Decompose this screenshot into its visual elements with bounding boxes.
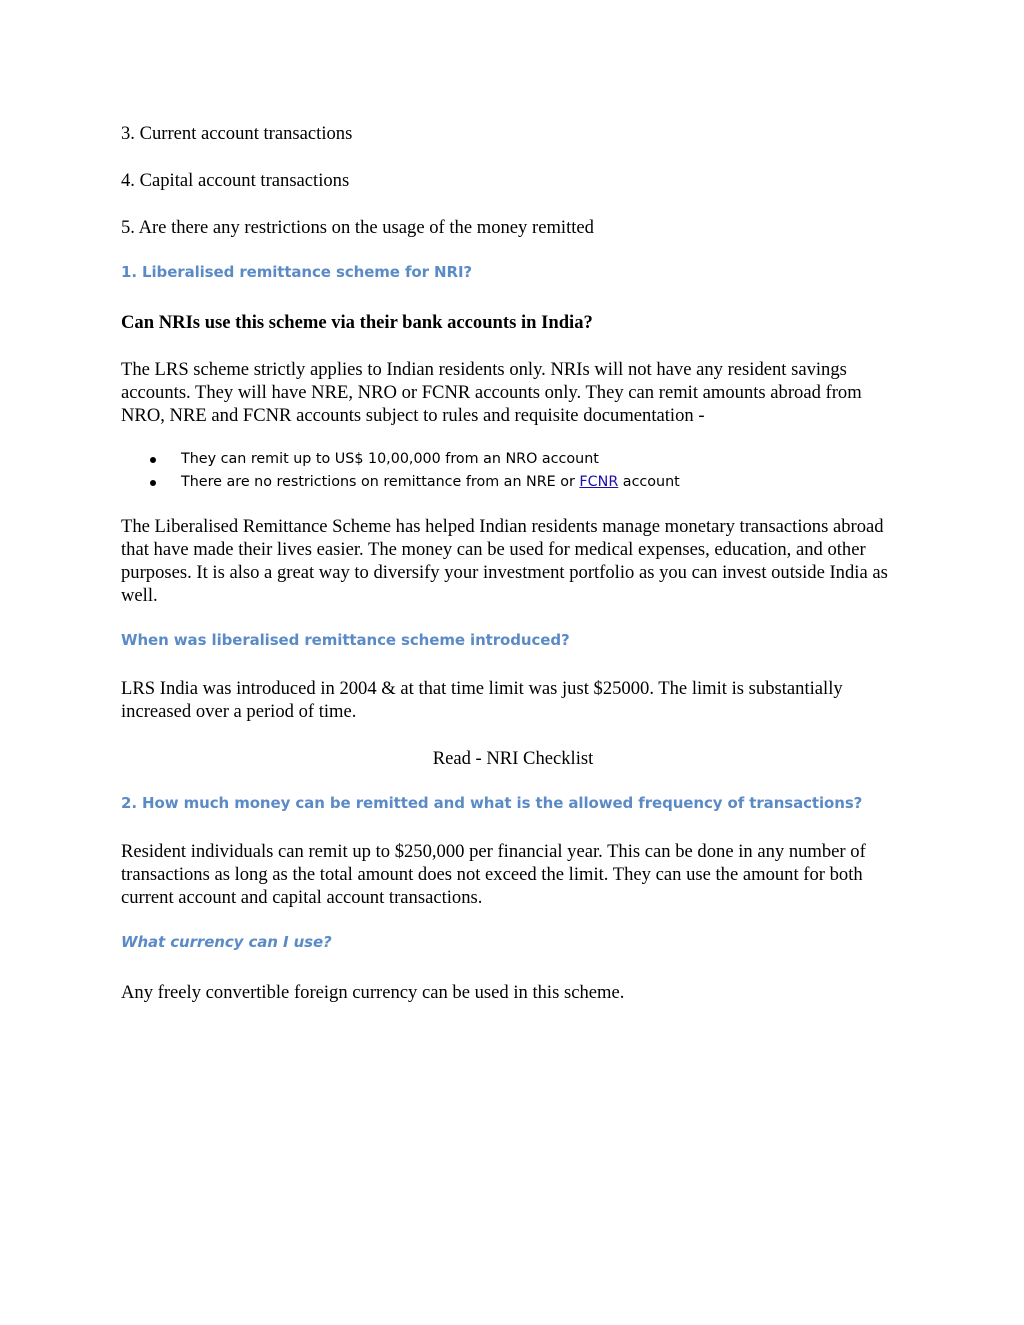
- list-item-current-account: 3. Current account transactions: [121, 123, 353, 144]
- section2-paragraph: Resident individuals can remit up to $250,000 per financial year. This can be done in any number of transactions as long as the total amount does not exceed the limit. They can use the amount for both current account and capital account transactions.: [121, 841, 866, 908]
- bullet-text-suffix: account: [618, 473, 680, 490]
- bullet-icon: [150, 480, 156, 486]
- list-item-capital-account: 4. Capital account transactions: [121, 170, 350, 191]
- bullet-list: [121, 448, 905, 493]
- fcnr-link[interactable]: FCNR: [579, 473, 619, 490]
- section1-subheading: Can NRIs use this scheme via their bank accounts in India?: [121, 312, 593, 333]
- read-more-text: Read - NRI Checklist: [432, 748, 594, 769]
- bullet-icon: [150, 457, 156, 463]
- list-item-restrictions: 5. Are there any restrictions on the usage of the money remitted: [121, 217, 594, 238]
- document-page: [121, 118, 905, 1004]
- currency-paragraph: Any freely convertible foreign currency can be used in this scheme.: [121, 982, 625, 1003]
- section1-paragraph-2: The Liberalised Remittance Scheme has helped Indian residents manage monetary transactions abroad that have made their lives easier. The money can be used for medical expenses, education, and other purposes. It is also a great way to diversify your investment portfolio as you can invest outside India as well.: [121, 516, 888, 606]
- section2-heading: 2. How much money can be remitted and what is the allowed frequency of transactions?: [121, 794, 863, 812]
- bullet-text-nro: They can remit up to US$ 10,00,000 from an NRO account: [181, 451, 599, 467]
- section1-heading: 1. Liberalised remittance scheme for NRI?: [121, 263, 473, 281]
- section1-paragraph-1: The LRS scheme strictly applies to Indian residents only. NRIs will not have any resident savings accounts. They will have NRE, NRO or FCNR accounts only. They can remit amounts abroad from NRO, NRE and FCNR accounts subject to rules and requisite documentation -: [121, 359, 862, 426]
- bullet-item-nre-fcnr: [121, 471, 905, 494]
- currency-heading: What currency can I use?: [121, 933, 332, 951]
- bullet-text-prefix: There are no restrictions on remittance from an NRE or: [181, 473, 580, 490]
- introduced-heading: When was liberalised remittance scheme introduced?: [121, 631, 570, 649]
- bullet-item-nro: [121, 448, 905, 471]
- introduced-paragraph: LRS India was introduced in 2004 & at that time limit was just $25000. The limit is substantially increased over a period of time.: [121, 678, 843, 722]
